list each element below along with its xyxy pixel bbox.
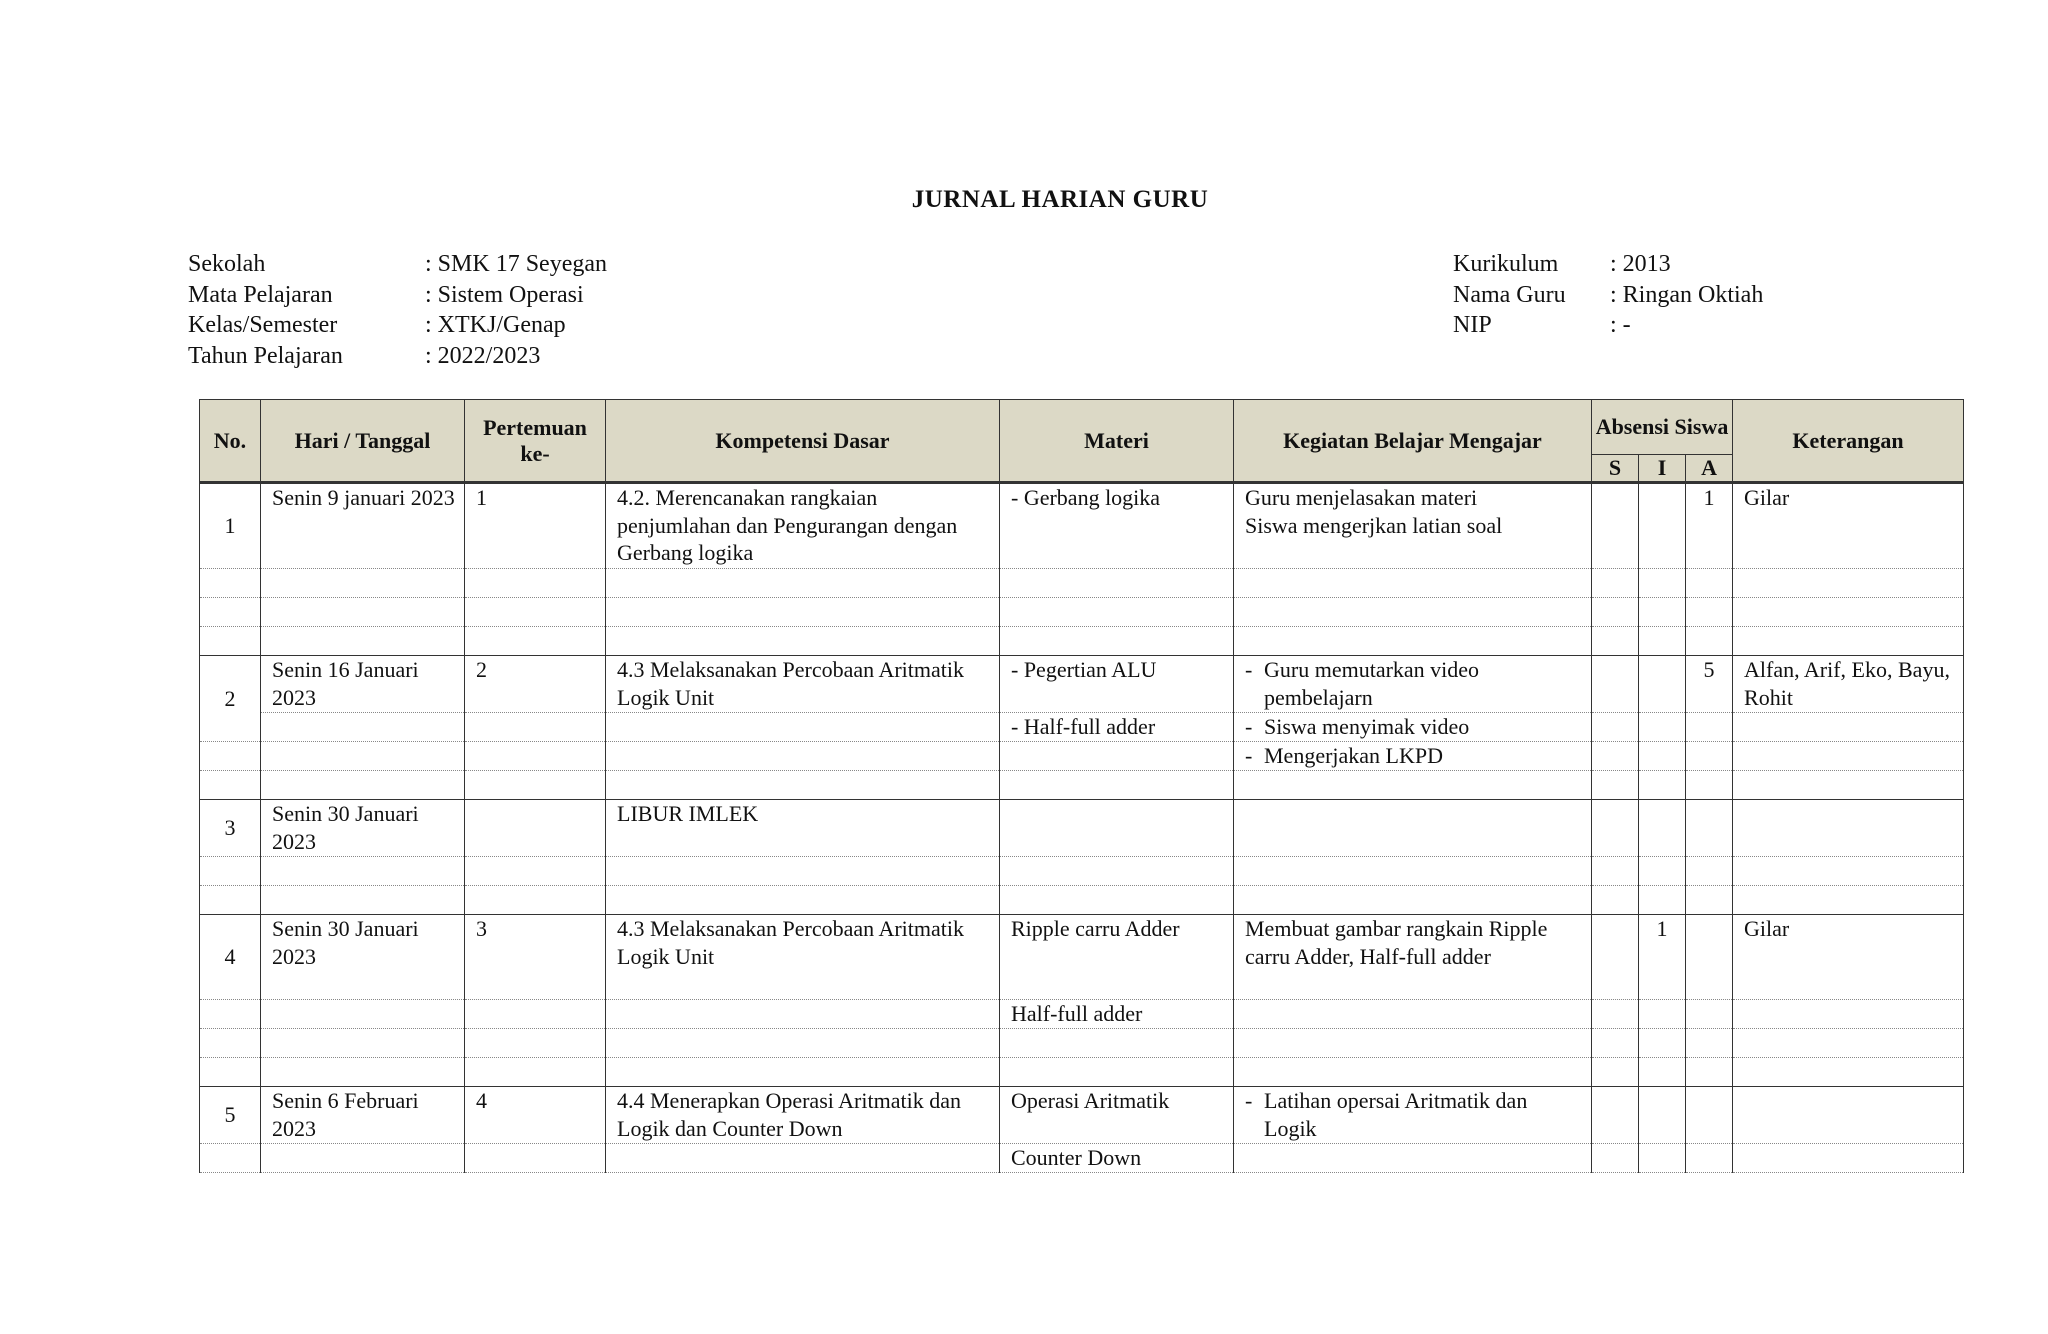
kegiatan-item: - Latihan opersai Aritmatik dan Logik xyxy=(1245,1088,1528,1141)
cell-absen-a xyxy=(1686,915,1733,1000)
header-materi: Materi xyxy=(1000,400,1234,483)
cell-kegiatan: Membuat gambar rangkain Ripple carru Adder, Half-full adder xyxy=(1234,915,1592,1000)
cell-pertemuan: 4 xyxy=(465,1087,606,1144)
table-row-blank xyxy=(200,569,1964,598)
journal-table xyxy=(199,399,1964,1173)
cell-absen-s xyxy=(1592,915,1639,1000)
info-value: : Sistem Operasi xyxy=(425,281,584,308)
cell-tanggal: Senin 6 Februari 2023 xyxy=(261,1087,465,1144)
info-left xyxy=(188,249,607,371)
cell-absen-s xyxy=(1592,1087,1639,1144)
header-hari-tanggal: Hari / Tanggal xyxy=(261,400,465,483)
cell-pertemuan: 3 xyxy=(465,915,606,1000)
cell-materi: Counter Down xyxy=(1000,1144,1234,1173)
table-row-blank xyxy=(200,886,1964,915)
cell-tanggal: Senin 30 Januari 2023 xyxy=(261,800,465,857)
info-value: : - xyxy=(1610,312,1631,338)
info-value: : SMK 17 Seyegan xyxy=(425,251,607,277)
cell-absen-a: 5 xyxy=(1686,656,1733,713)
header-kompetensi-dasar: Kompetensi Dasar xyxy=(606,400,1000,483)
cell-kompetensi: 4.3 Melaksanakan Percobaan Aritmatik Logik Unit xyxy=(606,656,1000,713)
info-value: : 2022/2023 xyxy=(425,342,541,369)
cell-materi: - Gerbang logika xyxy=(1000,483,1234,569)
cell-materi: Half-full adder xyxy=(1000,1000,1234,1029)
kegiatan-line: Guru menjelasakan materi xyxy=(1245,485,1478,510)
cell-no: 2 xyxy=(200,656,261,742)
cell-materi: - Pegertian ALU xyxy=(1000,656,1234,713)
cell-kegiatan xyxy=(1234,483,1592,569)
header-keterangan: Keterangan xyxy=(1733,400,1964,483)
kegiatan-item: - Guru memutarkan video pembelajarn xyxy=(1245,657,1480,710)
info-value: : Ringan Oktiah xyxy=(1610,281,1764,308)
cell-pertemuan xyxy=(465,800,606,857)
info-value: : XTKJ/Genap xyxy=(425,312,566,338)
cell-no: 5 xyxy=(200,1087,261,1144)
header-absensi-i: I xyxy=(1639,455,1686,483)
info-label: Kurikulum xyxy=(1453,251,1559,277)
cell-keterangan: Gilar xyxy=(1733,915,1964,1000)
table-row-blank xyxy=(200,771,1964,800)
table-row xyxy=(200,742,1964,771)
kegiatan-text: Latihan opersai Aritmatik dan Logik xyxy=(1264,1088,1528,1141)
table-row-blank xyxy=(200,857,1964,886)
cell-keterangan: Alfan, Arif, Eko, Bayu, Rohit xyxy=(1733,656,1964,713)
cell-absen-i: 1 xyxy=(1639,915,1686,1000)
cell-kompetensi: LIBUR IMLEK xyxy=(606,800,1000,857)
info-label: Nama Guru xyxy=(1453,281,1566,308)
info-label: Kelas/Semester xyxy=(188,312,338,338)
table-row-blank xyxy=(200,1058,1964,1087)
header-absensi-s: S xyxy=(1592,455,1639,483)
header-no: No. xyxy=(200,400,261,483)
header-pertemuan: Pertemuan ke- xyxy=(465,400,606,483)
info-row-nama-guru xyxy=(1453,280,1763,311)
cell-kompetensi: 4.3 Melaksanakan Percobaan Aritmatik Logik Unit xyxy=(606,915,1000,1000)
cell-keterangan: Gilar xyxy=(1733,483,1964,569)
cell-kegiatan xyxy=(1234,713,1592,742)
table-row xyxy=(200,656,1964,713)
header-absensi-siswa: Absensi Siswa xyxy=(1592,400,1733,455)
table-row xyxy=(200,800,1964,857)
cell-materi: - Half-full adder xyxy=(1000,713,1234,742)
cell-absen-s xyxy=(1592,483,1639,569)
table-row xyxy=(200,915,1964,1000)
info-label: Sekolah xyxy=(188,251,266,277)
cell-no: 3 xyxy=(200,800,261,857)
info-right xyxy=(1453,249,1763,341)
table-row-blank xyxy=(200,598,1964,627)
kegiatan-item: - Siswa menyimak video xyxy=(1245,714,1470,739)
cell-pertemuan: 1 xyxy=(465,483,606,569)
info-row-nip xyxy=(1453,310,1763,341)
info-label: Mata Pelajaran xyxy=(188,281,333,308)
cell-materi: Ripple carru Adder xyxy=(1000,915,1234,1000)
info-row-tahun-pelajaran xyxy=(188,341,607,372)
cell-materi: Operasi Aritmatik xyxy=(1000,1087,1234,1144)
info-label: Tahun Pelajaran xyxy=(188,342,343,369)
cell-no: 4 xyxy=(200,915,261,1000)
table-body xyxy=(200,483,1964,1173)
table-row xyxy=(200,1087,1964,1144)
cell-absen-i xyxy=(1639,483,1686,569)
table-row xyxy=(200,483,1964,569)
kegiatan-text: Guru memutarkan video pembelajarn xyxy=(1264,657,1480,710)
info-row-sekolah xyxy=(188,249,607,280)
cell-keterangan xyxy=(1733,1087,1964,1144)
kegiatan-text: Siswa menyimak video xyxy=(1264,714,1470,739)
cell-kegiatan xyxy=(1234,742,1592,771)
document-title: JURNAL HARIAN GURU xyxy=(911,186,1209,213)
table-row-blank xyxy=(200,1029,1964,1058)
cell-kompetensi: 4.2. Merencanakan rangkaian penjumlahan dan Pengurangan dengan Gerbang logika xyxy=(606,483,1000,569)
cell-kegiatan xyxy=(1234,656,1592,713)
info-row-kurikulum xyxy=(1453,249,1763,280)
cell-pertemuan: 2 xyxy=(465,656,606,713)
cell-tanggal: Senin 9 januari 2023 xyxy=(261,483,465,569)
cell-absen-a xyxy=(1686,1087,1733,1144)
info-row-mata-pelajaran xyxy=(188,280,607,311)
cell-tanggal: Senin 30 Januari 2023 xyxy=(261,915,465,1000)
cell-kompetensi: 4.4 Menerapkan Operasi Aritmatik dan Logik dan Counter Down xyxy=(606,1087,1000,1144)
cell-kegiatan xyxy=(1234,1087,1592,1144)
header-absensi-a: A xyxy=(1686,455,1733,483)
table-row-blank xyxy=(200,627,1964,656)
cell-absen-a: 1 xyxy=(1686,483,1733,569)
header-kegiatan: Kegiatan Belajar Mengajar xyxy=(1234,400,1592,483)
cell-tanggal: Senin 16 Januari 2023 xyxy=(261,656,465,713)
table-row xyxy=(200,1000,1964,1029)
kegiatan-text: Mengerjakan LKPD xyxy=(1264,743,1444,768)
cell-absen-s xyxy=(1592,656,1639,713)
table-row xyxy=(200,1144,1964,1173)
info-value: : 2013 xyxy=(1610,251,1671,277)
cell-absen-i xyxy=(1639,1087,1686,1144)
info-row-kelas-semester xyxy=(188,310,607,341)
table-header xyxy=(200,400,1964,483)
table-row xyxy=(200,713,1964,742)
cell-absen-i xyxy=(1639,656,1686,713)
kegiatan-line: Siswa mengerjkan latian soal xyxy=(1245,512,1503,538)
kegiatan-item: - Mengerjakan LKPD xyxy=(1245,743,1444,768)
cell-no: 1 xyxy=(200,483,261,569)
info-label: NIP xyxy=(1453,312,1492,338)
